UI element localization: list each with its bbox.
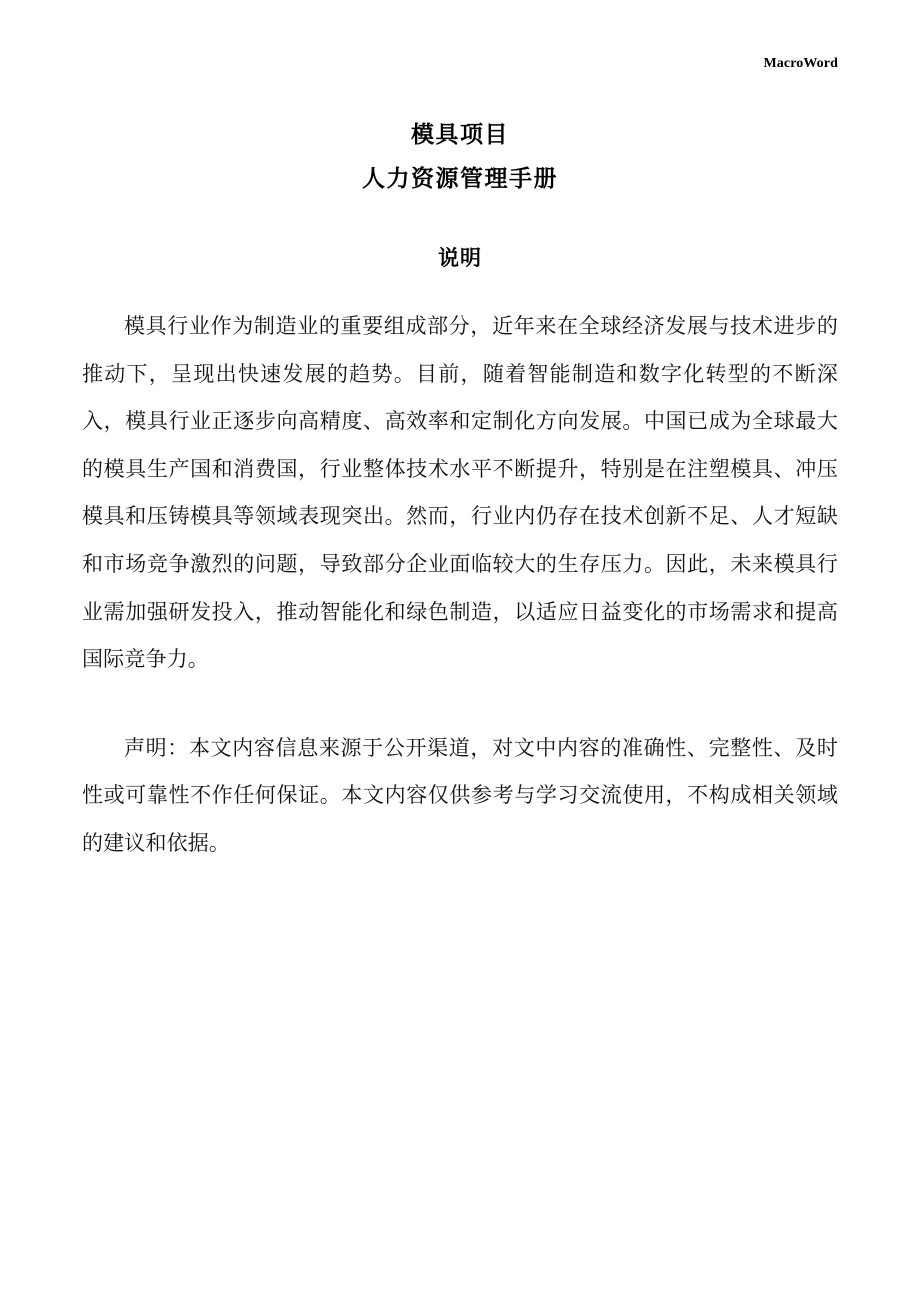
paragraph-overview: 模具行业作为制造业的重要组成部分，近年来在全球经济发展与技术进步的推动下，呈现出快速发展的趋势。目前，随着智能制造和数字化转型的不断深入，模具行业正逐步向高精度、高效率和定制化方向发展。中国已成为全球最大的模具生产国和消费国，行业整体技术水平不断提升，特别是在注塑模具、冲压模具和压铸模具等领域表现突出。然而，行业内仍存在技术创新不足、人才短缺和市场竞争激烈的问题，导致部分企业面临较大的生存压力。因此，未来模具行业需加强研发投入，推动智能化和绿色制造，以适应日益变化的市场需求和提高国际竞争力。 (82, 314, 838, 672)
paragraph-disclaimer: 声明：本文内容信息来源于公开渠道，对文中内容的准确性、完整性、及时性或可靠性不作任何保证。本文内容仅供参考与学习交流使用，不构成相关领域的建议和依据。 (82, 735, 838, 855)
section-heading: 说明 (438, 247, 482, 270)
body-content (82, 303, 838, 868)
brand-label: MacroWord (763, 56, 838, 71)
title-block (82, 112, 838, 200)
page-title-secondary: 人力资源管理手册 (362, 165, 558, 191)
document-header (82, 52, 838, 74)
page-title-primary: 模具项目 (411, 121, 509, 147)
